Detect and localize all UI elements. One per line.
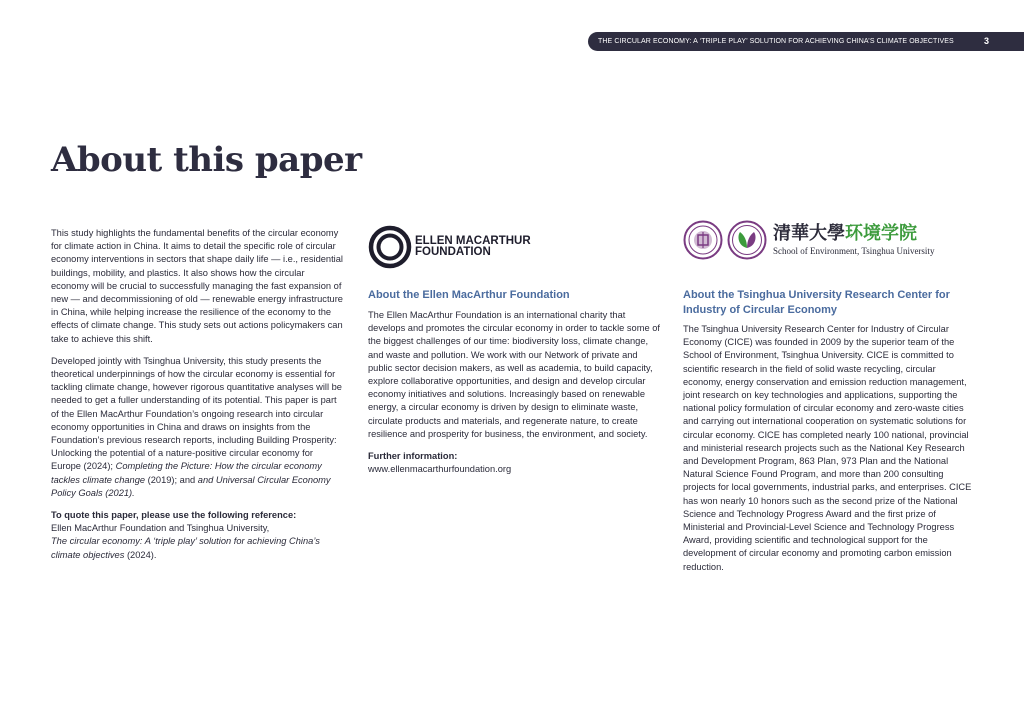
ellen-macarthur-logo	[368, 225, 531, 269]
further-info-label: Further information:	[368, 451, 458, 462]
cice-description: The Tsinghua University Research Center for Industry of Circular Economy (CICE) was founded in 2009 by the superior team of the School of Environment, Tsinghua University. CICE is committed to scientific research in the field of solid waste recycling, circular economy, energy conservation and emission reduction management, joint research on key technologies and applications, supporting the national policy formulation of circular economy and zero-waste cities and carrying out international cooperation on systematic solutions for circular economy. CICE has completed nearly 100 national, provincial and ministerial research projects such as the National Key Research and Development Program, 863 Plan, 973 Plan and the National Natural Science Found Program, and more than 200 consulting projects for local governments, industrial parks, and enterprises. CICE has won nearly 10 honors such as the second prize of the National Science and Technology Progress Award and the first prize of Ministerial and Provincial-Level Science and Technology Progress Award, providing scientific and technological support for the development of circular economy and promoting carbon emission reduction.	[683, 324, 972, 572]
citation-title-line	[51, 535, 343, 561]
citation-heading: To quote this paper, please use the following reference:	[51, 510, 297, 521]
cice-column	[683, 323, 973, 583]
running-header-title: THE CIRCULAR ECONOMY: A ‘TRIPLE PLAY’ SOLUTION FOR ACHIEVING CHINA’S CLIMATE OBJECTIVES	[598, 38, 954, 45]
intro-paragraph-2-year: (2019); and	[145, 474, 198, 485]
emf-description: The Ellen MacArthur Foundation is an international charity that develops and promotes the circular economy in order to tackle some of the biggest challenges of our time: biodiversity loss, climate change, and waste and pollution. We work with our Network of private and public sector decision makers, as well as academia, to build capacity, explore collaborative opportunities, and design and develop circular economy initiatives and solutions. Increasingly based on renewable energy, a circular economy is driven by design to eliminate waste, circulate products and materials, and regenerate nature, to create resilience and prosperity for business, the environment, and society.	[368, 310, 660, 439]
cice-section-heading: About the Tsinghua University Research Center for Industry of Circular Economy	[683, 289, 950, 316]
logo-wordmark-line-1: ELLEN MACARTHUR	[415, 234, 531, 247]
emf-website-link[interactable]: www.ellenmacarthurfoundation.org	[368, 464, 512, 475]
tsinghua-logos	[683, 220, 934, 260]
intro-paragraph-1: This study highlights the fundamental benefits of the circular economy for climate action in China. It aims to detail the specific role of circular economy interventions in sectors that shape daily life — i.e., residential buildings, mobility, and plastics. It also shows how the circular economy will be crucial to successfully managing the fast expansion of new — and decommissioning of old — renewable energy infrastructure in China, while helping increase the resilience of the economy to the effects of climate change. This study sets out actions policymakers can take to achieve this shift.	[51, 228, 343, 344]
tsinghua-university-cn: 清華大學	[773, 223, 845, 244]
ellen-macarthur-ring-icon	[368, 225, 412, 269]
page-number: 3	[984, 36, 990, 46]
tsinghua-wordmark	[773, 224, 934, 256]
tsinghua-chinese-name	[773, 224, 934, 244]
completing-picture-title: Completing the Picture: How the circular economy tackles climate change	[51, 461, 322, 485]
logo-wordmark-line-2: FOUNDATION	[415, 246, 491, 258]
policy-goals-title: and Universal Circular Economy Policy Goals (2021).	[51, 474, 331, 498]
citation-authors: Ellen MacArthur Foundation and Tsinghua University,	[51, 523, 270, 534]
intro-paragraph-2-text: Developed jointly with Tsinghua University, this study presents the theoretical underpinnings of how the circular economy is essential for tackling climate change, however rigorous quantitative analyses will be needed to get a fuller understanding of its potential. This paper is part of the Ellen MacArthur Foundation’s ongoing research into circular economy opportunities in China and draws on insights from the Foundation’s previous research reports, including Building Prosperity: Unlocking the potential of a nature-positive circular economy for Europe (2024);	[51, 355, 342, 472]
citation-year: (2024).	[124, 549, 157, 560]
school-environment-en: School of Environment, Tsinghua University	[773, 246, 935, 256]
citation-title: The circular economy: A ‘triple play’ solution for achieving China’s climate objectives	[51, 536, 320, 560]
emf-column	[368, 309, 660, 476]
school-environment-cn: 环境学院	[845, 223, 917, 244]
intro-column	[51, 227, 343, 562]
running-header-bar	[588, 32, 1024, 51]
tsinghua-seal-icon	[683, 220, 723, 260]
school-environment-seal-icon	[727, 220, 767, 260]
intro-paragraph-2	[51, 355, 343, 500]
page-title: About this paper	[51, 140, 362, 180]
emf-section-heading: About the Ellen MacArthur Foundation	[368, 289, 570, 301]
citation-block	[51, 509, 343, 562]
ellen-macarthur-wordmark	[415, 236, 531, 259]
